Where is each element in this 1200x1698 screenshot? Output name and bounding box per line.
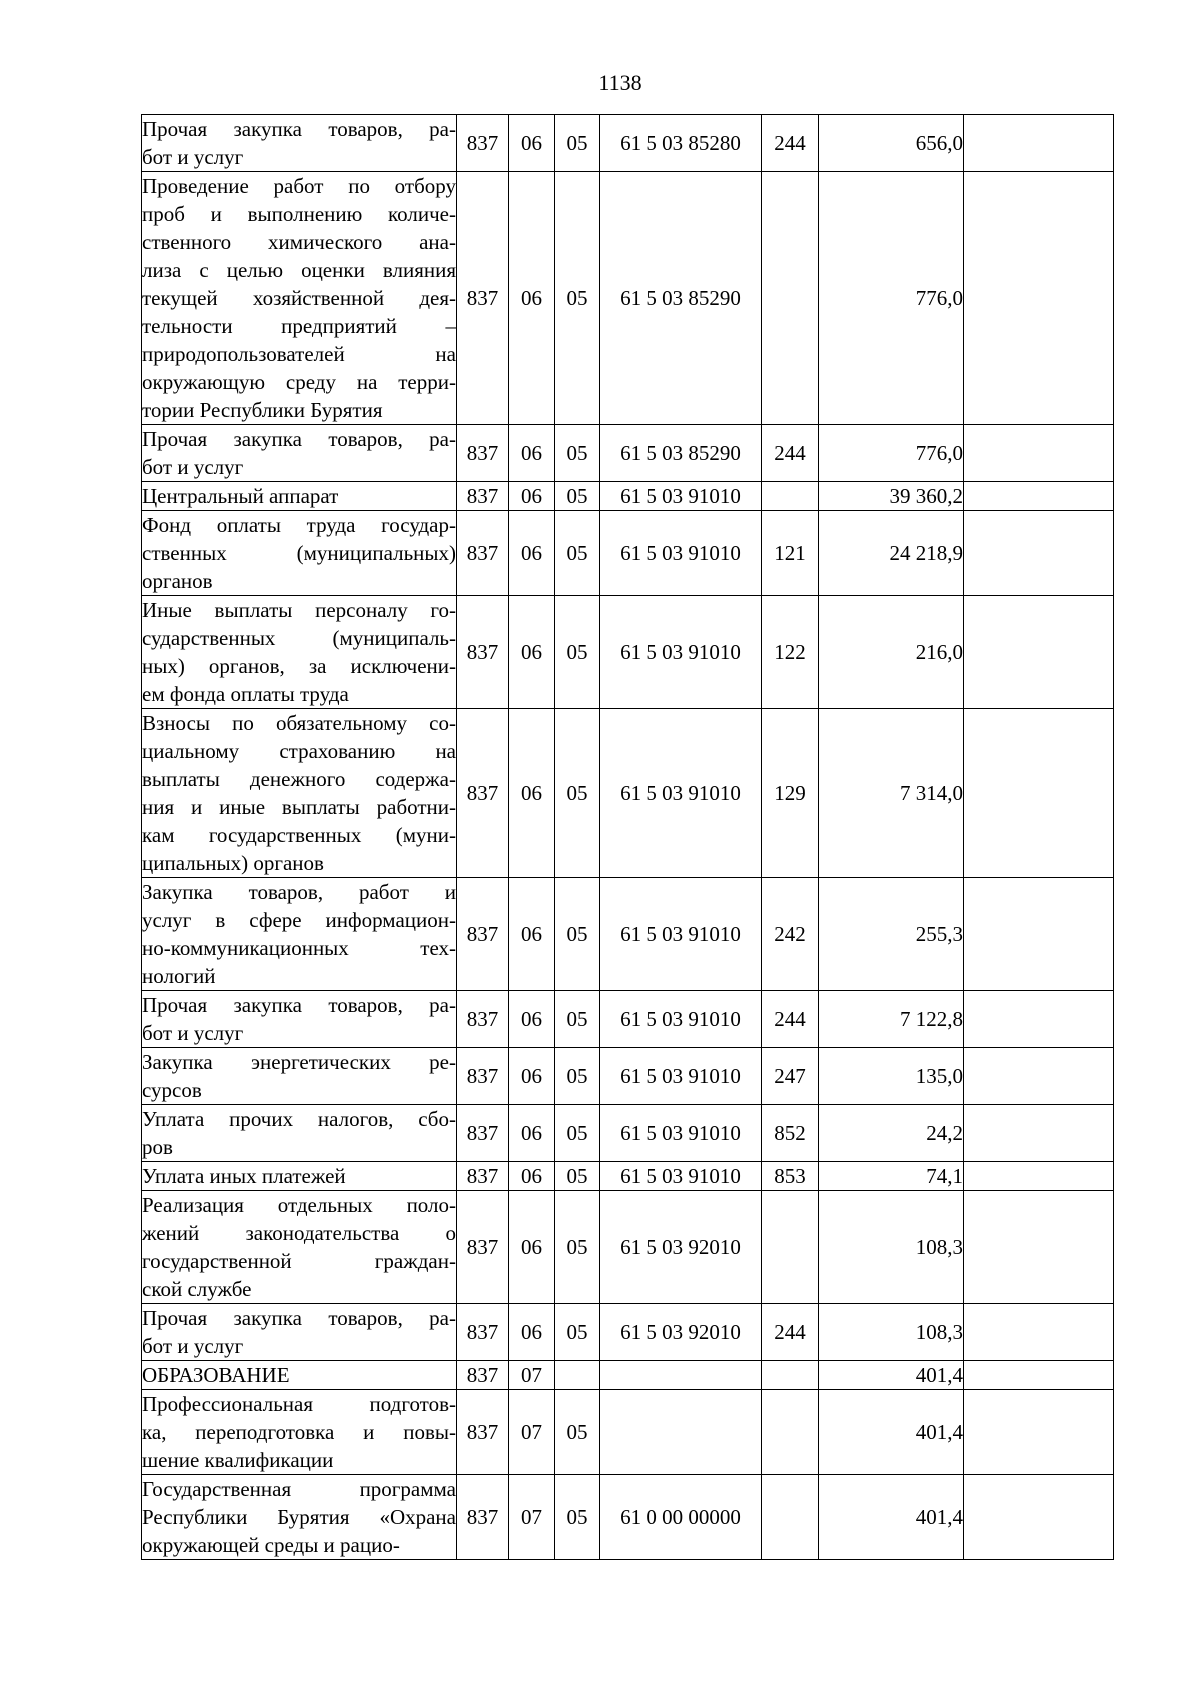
- item-name-line: бот и услуг: [142, 455, 244, 479]
- empty-cell: [964, 1361, 1114, 1390]
- target-article-cell: [600, 1390, 762, 1475]
- ministry-code-cell: 837: [457, 482, 509, 511]
- ministry-code-cell: 837: [457, 1475, 509, 1560]
- item-name-line: окружающую среду на терри-: [142, 370, 456, 394]
- section-code-cell: 06: [509, 172, 555, 425]
- target-article-cell: 61 5 03 91010: [600, 511, 762, 596]
- target-article-cell: 61 0 00 00000: [600, 1475, 762, 1560]
- section-code-cell: 07: [509, 1475, 555, 1560]
- item-name-line: сурсов: [142, 1078, 202, 1102]
- item-name-cell: [142, 1105, 457, 1162]
- item-name-line: услуг в сфере информацион-: [142, 908, 456, 932]
- expense-type-cell: 244: [762, 991, 819, 1048]
- target-article-cell: 61 5 03 85290: [600, 172, 762, 425]
- expense-type-cell: 122: [762, 596, 819, 709]
- subsection-code-cell: 05: [555, 172, 600, 425]
- ministry-code-cell: 837: [457, 1304, 509, 1361]
- ministry-code-cell: 837: [457, 596, 509, 709]
- item-name-line: Прочая закупка товаров, ра-: [142, 427, 456, 451]
- empty-cell: [964, 425, 1114, 482]
- item-name-line: Профессиональная подготов-: [142, 1392, 456, 1416]
- item-name-line: выплаты денежного содержа-: [142, 767, 456, 791]
- amount-cell: 401,4: [819, 1390, 964, 1475]
- ministry-code-cell: 837: [457, 1361, 509, 1390]
- item-name-line: ственных (муниципальных): [142, 541, 456, 565]
- subsection-code-cell: 05: [555, 482, 600, 511]
- ministry-code-cell: 837: [457, 1048, 509, 1105]
- table-row: [142, 709, 1114, 878]
- item-name-line: Реализация отдельных поло-: [142, 1193, 456, 1217]
- target-article-cell: 61 5 03 92010: [600, 1304, 762, 1361]
- table-body: [142, 115, 1114, 1560]
- expense-type-cell: [762, 1191, 819, 1304]
- item-name-line: органов: [142, 569, 213, 593]
- amount-cell: 776,0: [819, 425, 964, 482]
- subsection-code-cell: 05: [555, 425, 600, 482]
- item-name-cell: [142, 1191, 457, 1304]
- section-code-cell: 06: [509, 115, 555, 172]
- item-name-line: ка, переподготовка и повы-: [142, 1420, 456, 1444]
- item-name-cell: [142, 115, 457, 172]
- expense-type-cell: [762, 482, 819, 511]
- section-code-cell: 06: [509, 596, 555, 709]
- table-row: [142, 878, 1114, 991]
- expense-type-cell: 244: [762, 425, 819, 482]
- amount-cell: 74,1: [819, 1162, 964, 1191]
- empty-cell: [964, 596, 1114, 709]
- amount-cell: 255,3: [819, 878, 964, 991]
- ministry-code-cell: 837: [457, 1191, 509, 1304]
- item-name-line: ственного химического ана-: [142, 230, 456, 254]
- ministry-code-cell: 837: [457, 511, 509, 596]
- amount-cell: 7 122,8: [819, 991, 964, 1048]
- item-name-line: шение квалификации: [142, 1448, 334, 1472]
- subsection-code-cell: 05: [555, 709, 600, 878]
- target-article-cell: 61 5 03 85290: [600, 425, 762, 482]
- item-name-cell: [142, 511, 457, 596]
- target-article-cell: 61 5 03 91010: [600, 878, 762, 991]
- item-name-cell: [142, 1048, 457, 1105]
- amount-cell: 135,0: [819, 1048, 964, 1105]
- table-row: [142, 596, 1114, 709]
- subsection-code-cell: 05: [555, 1105, 600, 1162]
- expense-type-cell: 852: [762, 1105, 819, 1162]
- target-article-cell: 61 5 03 91010: [600, 596, 762, 709]
- expense-type-cell: 244: [762, 1304, 819, 1361]
- item-name-cell: [142, 991, 457, 1048]
- empty-cell: [964, 1048, 1114, 1105]
- expense-type-cell: 247: [762, 1048, 819, 1105]
- ministry-code-cell: 837: [457, 709, 509, 878]
- item-name-line: Центральный аппарат: [142, 484, 339, 508]
- section-code-cell: 06: [509, 1162, 555, 1191]
- empty-cell: [964, 115, 1114, 172]
- table-row: [142, 991, 1114, 1048]
- empty-cell: [964, 878, 1114, 991]
- item-name-line: Иные выплаты персоналу го-: [142, 598, 456, 622]
- table-row: [142, 1162, 1114, 1191]
- section-code-cell: 06: [509, 1048, 555, 1105]
- section-code-cell: 06: [509, 709, 555, 878]
- amount-cell: 7 314,0: [819, 709, 964, 878]
- item-name-line: Взносы по обязательному со-: [142, 711, 456, 735]
- subsection-code-cell: 05: [555, 596, 600, 709]
- section-code-cell: 07: [509, 1361, 555, 1390]
- target-article-cell: 61 5 03 91010: [600, 1105, 762, 1162]
- target-article-cell: 61 5 03 91010: [600, 1162, 762, 1191]
- empty-cell: [964, 991, 1114, 1048]
- expense-type-cell: [762, 1361, 819, 1390]
- section-code-cell: 07: [509, 1390, 555, 1475]
- amount-cell: 401,4: [819, 1475, 964, 1560]
- ministry-code-cell: 837: [457, 991, 509, 1048]
- subsection-code-cell: 05: [555, 1304, 600, 1361]
- item-name-line: ОБРАЗОВАНИЕ: [142, 1363, 290, 1387]
- item-name-line: окружающей среды и рацио-: [142, 1533, 400, 1557]
- section-code-cell: 06: [509, 991, 555, 1048]
- table-row: [142, 115, 1114, 172]
- table-row: [142, 1048, 1114, 1105]
- item-name-line: бот и услуг: [142, 145, 244, 169]
- amount-cell: 24,2: [819, 1105, 964, 1162]
- item-name-cell: [142, 1304, 457, 1361]
- item-name-line: бот и услуг: [142, 1021, 244, 1045]
- section-code-cell: 06: [509, 1105, 555, 1162]
- expense-type-cell: 242: [762, 878, 819, 991]
- item-name-line: Уплата прочих налогов, сбо-: [142, 1107, 456, 1131]
- subsection-code-cell: 05: [555, 115, 600, 172]
- expense-type-cell: 121: [762, 511, 819, 596]
- amount-cell: 108,3: [819, 1191, 964, 1304]
- target-article-cell: 61 5 03 91010: [600, 1048, 762, 1105]
- expense-type-cell: 244: [762, 115, 819, 172]
- item-name-line: сударственных (муниципаль-: [142, 626, 456, 650]
- empty-cell: [964, 1475, 1114, 1560]
- item-name-line: Фонд оплаты труда государ-: [142, 513, 456, 537]
- item-name-line: Закупка энергетических ре-: [142, 1050, 456, 1074]
- subsection-code-cell: 05: [555, 1191, 600, 1304]
- ministry-code-cell: 837: [457, 1105, 509, 1162]
- ministry-code-cell: 837: [457, 878, 509, 991]
- item-name-line: Закупка товаров, работ и: [142, 880, 456, 904]
- item-name-line: ем фонда оплаты труда: [142, 682, 349, 706]
- table-row: [142, 511, 1114, 596]
- item-name-line: Прочая закупка товаров, ра-: [142, 117, 456, 141]
- item-name-line: бот и услуг: [142, 1334, 244, 1358]
- item-name-line: государственной граждан-: [142, 1249, 456, 1273]
- item-name-line: текущей хозяйственной дея-: [142, 286, 456, 310]
- item-name-line: Государственная программа: [142, 1477, 456, 1501]
- item-name-line: ской службе: [142, 1277, 252, 1301]
- subsection-code-cell: 05: [555, 1390, 600, 1475]
- expense-type-cell: [762, 1390, 819, 1475]
- empty-cell: [964, 482, 1114, 511]
- expense-type-cell: [762, 1475, 819, 1560]
- item-name-line: кам государственных (муни-: [142, 823, 456, 847]
- item-name-line: Прочая закупка товаров, ра-: [142, 1306, 456, 1330]
- empty-cell: [964, 709, 1114, 878]
- subsection-code-cell: 05: [555, 991, 600, 1048]
- item-name-line: Проведение работ по отбору: [142, 174, 456, 198]
- item-name-line: ров: [142, 1135, 173, 1159]
- item-name-cell: [142, 596, 457, 709]
- empty-cell: [964, 1105, 1114, 1162]
- amount-cell: 39 360,2: [819, 482, 964, 511]
- page-number: 1138: [598, 70, 642, 95]
- empty-cell: [964, 1304, 1114, 1361]
- amount-cell: 216,0: [819, 596, 964, 709]
- section-code-cell: 06: [509, 1304, 555, 1361]
- item-name-cell: [142, 1162, 457, 1191]
- table-row: [142, 425, 1114, 482]
- empty-cell: [964, 1191, 1114, 1304]
- ministry-code-cell: 837: [457, 115, 509, 172]
- item-name-line: ципальных) органов: [142, 851, 324, 875]
- item-name-cell: [142, 1475, 457, 1560]
- target-article-cell: [600, 1361, 762, 1390]
- expense-type-cell: 129: [762, 709, 819, 878]
- item-name-cell: [142, 1361, 457, 1390]
- item-name-line: но-коммуникационных тех-: [142, 936, 456, 960]
- subsection-code-cell: 05: [555, 1475, 600, 1560]
- target-article-cell: 61 5 03 91010: [600, 482, 762, 511]
- item-name-line: циальному страхованию на: [142, 739, 456, 763]
- item-name-cell: [142, 172, 457, 425]
- section-code-cell: 06: [509, 482, 555, 511]
- amount-cell: 108,3: [819, 1304, 964, 1361]
- expense-type-cell: [762, 172, 819, 425]
- item-name-line: тории Республики Бурятия: [142, 398, 383, 422]
- item-name-cell: [142, 425, 457, 482]
- section-code-cell: 06: [509, 878, 555, 991]
- empty-cell: [964, 511, 1114, 596]
- empty-cell: [964, 1162, 1114, 1191]
- amount-cell: 24 218,9: [819, 511, 964, 596]
- table-row: [142, 1191, 1114, 1304]
- item-name-line: жений законодательства о: [142, 1221, 456, 1245]
- item-name-line: Уплата иных платежей: [142, 1164, 346, 1188]
- item-name-line: Прочая закупка товаров, ра-: [142, 993, 456, 1017]
- amount-cell: 401,4: [819, 1361, 964, 1390]
- ministry-code-cell: 837: [457, 1162, 509, 1191]
- target-article-cell: 61 5 03 85280: [600, 115, 762, 172]
- empty-cell: [964, 1390, 1114, 1475]
- item-name-line: Республики Бурятия «Охрана: [142, 1505, 456, 1529]
- table-row: [142, 172, 1114, 425]
- section-code-cell: 06: [509, 511, 555, 596]
- item-name-line: лиза с целью оценки влияния: [142, 258, 456, 282]
- amount-cell: 656,0: [819, 115, 964, 172]
- table-row: [142, 1390, 1114, 1475]
- ministry-code-cell: 837: [457, 1390, 509, 1475]
- subsection-code-cell: 05: [555, 511, 600, 596]
- table-row: [142, 1475, 1114, 1560]
- item-name-line: тельности предприятий –: [142, 314, 456, 338]
- table-row: [142, 1105, 1114, 1162]
- item-name-line: ния и иные выплаты работни-: [142, 795, 456, 819]
- item-name-line: природопользователей на: [142, 342, 456, 366]
- target-article-cell: 61 5 03 92010: [600, 1191, 762, 1304]
- subsection-code-cell: 05: [555, 1162, 600, 1191]
- ministry-code-cell: 837: [457, 425, 509, 482]
- item-name-line: проб и выполнению количе-: [142, 202, 456, 226]
- item-name-cell: [142, 878, 457, 991]
- subsection-code-cell: 05: [555, 878, 600, 991]
- amount-cell: 776,0: [819, 172, 964, 425]
- item-name-line: нологий: [142, 964, 216, 988]
- table-row: [142, 482, 1114, 511]
- table-row: [142, 1304, 1114, 1361]
- subsection-code-cell: [555, 1361, 600, 1390]
- table-row: [142, 1361, 1114, 1390]
- item-name-line: ных) органов, за исключени-: [142, 654, 456, 678]
- item-name-cell: [142, 709, 457, 878]
- target-article-cell: 61 5 03 91010: [600, 709, 762, 878]
- expense-type-cell: 853: [762, 1162, 819, 1191]
- ministry-code-cell: 837: [457, 172, 509, 425]
- section-code-cell: 06: [509, 1191, 555, 1304]
- empty-cell: [964, 172, 1114, 425]
- target-article-cell: 61 5 03 91010: [600, 991, 762, 1048]
- section-code-cell: 06: [509, 425, 555, 482]
- item-name-cell: [142, 1390, 457, 1475]
- budget-table: [141, 114, 1114, 1560]
- subsection-code-cell: 05: [555, 1048, 600, 1105]
- item-name-cell: [142, 482, 457, 511]
